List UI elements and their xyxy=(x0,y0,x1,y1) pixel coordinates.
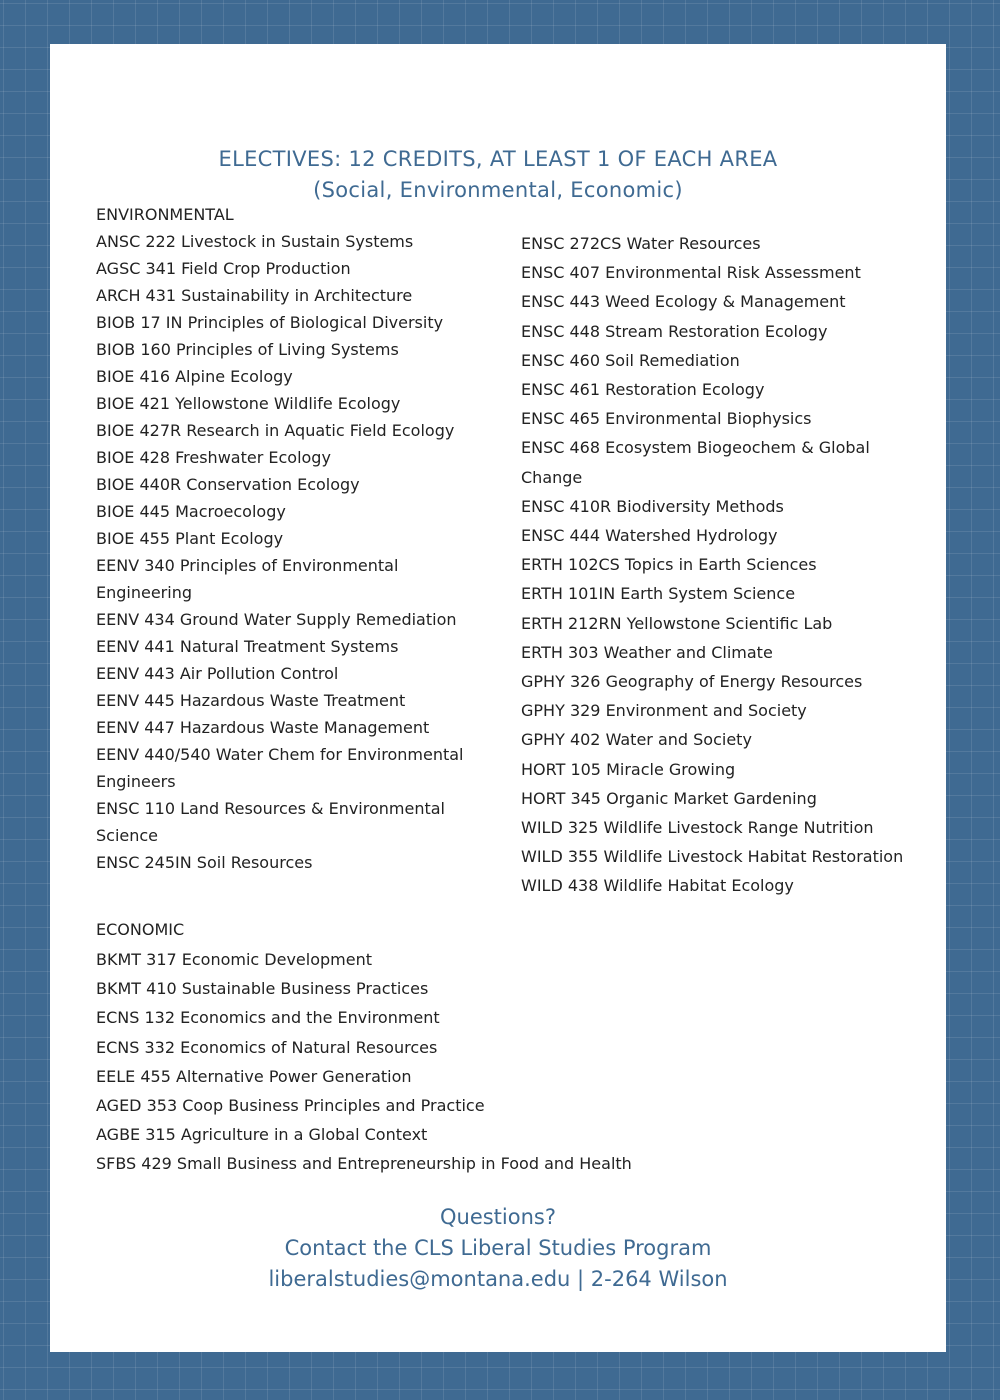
environmental-heading: ENVIRONMENTAL xyxy=(96,205,234,224)
page-subtitle: (Social, Environmental, Economic) xyxy=(313,178,683,202)
course-item: BKMT 410 Sustainable Business Practices xyxy=(96,979,429,999)
course-item: ENSC 443 Weed Ecology & Management xyxy=(521,292,846,312)
course-item: AGED 353 Coop Business Principles and Practice xyxy=(96,1096,485,1116)
course-item: ECNS 132 Economics and the Environment xyxy=(96,1008,440,1028)
course-item: WILD 355 Wildlife Livestock Habitat Restoration xyxy=(521,847,904,867)
page-title: ELECTIVES: 12 CREDITS, AT LEAST 1 OF EACH AREA xyxy=(218,147,778,171)
course-item: SFBS 429 Small Business and Entrepreneurship in Food and Health xyxy=(96,1154,632,1174)
course-item: BIOB 160 Principles of Living Systems xyxy=(96,340,399,359)
economic-list xyxy=(96,945,696,1179)
contact-email-location: liberalstudies@montana.edu | 2-264 Wilson xyxy=(268,1267,728,1291)
course-item: GPHY 326 Geography of Energy Resources xyxy=(521,672,863,692)
course-item: ENSC 272CS Water Resources xyxy=(521,234,761,253)
course-item: BIOB 17 IN Principles of Biological Diversity xyxy=(96,313,444,332)
course-item: ARCH 431 Sustainability in Architecture xyxy=(96,286,413,305)
course-item: AGSC 341 Field Crop Production xyxy=(96,259,351,278)
questions-text: Questions? xyxy=(439,1205,556,1229)
course-item: ANSC 222 Livestock in Sustain Systems xyxy=(96,232,414,251)
environmental-list-right xyxy=(521,229,921,901)
course-item: BIOE 416 Alpine Ecology xyxy=(96,367,293,386)
course-item: BIOE 428 Freshwater Ecology xyxy=(96,448,331,467)
course-item: EENV 340 Principles of Environmental Engineering xyxy=(96,556,399,602)
course-item: BKMT 317 Economic Development xyxy=(96,950,373,969)
course-item: EENV 445 Hazardous Waste Treatment xyxy=(96,691,406,710)
course-item: ENSC 461 Restoration Ecology xyxy=(521,380,765,400)
course-item: GPHY 402 Water and Society xyxy=(521,730,752,750)
course-item: BIOE 427R Research in Aquatic Field Ecology xyxy=(96,421,455,440)
contact-footer xyxy=(50,1202,946,1295)
course-item: ENSC 444 Watershed Hydrology xyxy=(521,526,778,546)
course-item: BIOE 455 Plant Ecology xyxy=(96,529,284,548)
course-item: AGBE 315 Agriculture in a Global Context xyxy=(96,1125,428,1145)
course-item: ENSC 407 Environmental Risk Assessment xyxy=(521,263,861,283)
course-item: EENV 440/540 Water Chem for Environmental Engineers xyxy=(96,745,464,791)
course-item: EENV 441 Natural Treatment Systems xyxy=(96,637,399,656)
course-item: EENV 434 Ground Water Supply Remediation xyxy=(96,610,457,629)
course-item: EELE 455 Alternative Power Generation xyxy=(96,1066,412,1086)
course-item: BIOE 445 Macroecology xyxy=(96,502,286,521)
course-item: WILD 438 Wildlife Habitat Ecology xyxy=(521,876,794,896)
contact-text: Contact the CLS Liberal Studies Program xyxy=(284,1236,712,1260)
course-item: EENV 447 Hazardous Waste Management xyxy=(96,718,430,737)
environmental-list-left xyxy=(96,228,486,876)
course-item: ERTH 102CS Topics in Earth Sciences xyxy=(521,555,817,575)
course-item: ENSC 465 Environmental Biophysics xyxy=(521,409,812,429)
course-item: HORT 345 Organic Market Gardening xyxy=(521,788,817,808)
course-item: ERTH 101IN Earth System Science xyxy=(521,584,796,604)
course-item: HORT 105 Miracle Growing xyxy=(521,759,736,779)
course-item: ENSC 110 Land Resources & Environmental Science xyxy=(96,799,445,845)
course-item: ENSC 448 Stream Restoration Ecology xyxy=(521,321,828,341)
course-item: GPHY 329 Environment and Society xyxy=(521,701,807,721)
electives-card xyxy=(50,44,946,1352)
course-item: ENSC 460 Soil Remediation xyxy=(521,350,740,370)
course-item: EENV 443 Air Pollution Control xyxy=(96,664,339,683)
economic-heading: ECONOMIC xyxy=(96,920,185,939)
page-header xyxy=(50,144,946,206)
course-item: ENSC 410R Biodiversity Methods xyxy=(521,496,784,516)
course-item: ERTH 212RN Yellowstone Scientific Lab xyxy=(521,613,833,633)
course-item: ECNS 332 Economics of Natural Resources xyxy=(96,1037,438,1057)
course-item: WILD 325 Wildlife Livestock Range Nutrition xyxy=(521,818,874,838)
course-item: ENSC 468 Ecosystem Biogeochem & Global Change xyxy=(521,438,870,487)
course-item: ERTH 303 Weather and Climate xyxy=(521,642,773,662)
course-item: BIOE 440R Conservation Ecology xyxy=(96,475,360,494)
course-item: BIOE 421 Yellowstone Wildlife Ecology xyxy=(96,394,401,413)
course-item: ENSC 245IN Soil Resources xyxy=(96,853,313,872)
